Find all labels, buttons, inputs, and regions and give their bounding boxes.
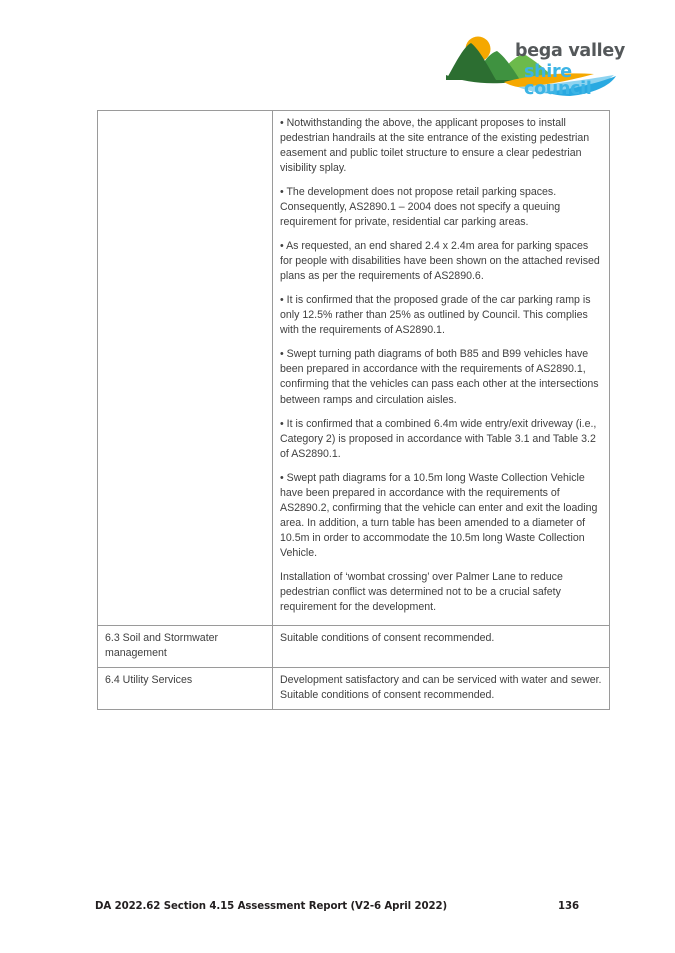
council-logo <box>444 34 630 98</box>
footer-page-number: 136 <box>558 901 579 912</box>
comment-cell <box>273 667 610 709</box>
comment-paragraph: Suitable conditions of consent recommended. <box>280 631 495 644</box>
page-footer <box>95 901 579 912</box>
table-row <box>98 667 610 709</box>
criterion-cell <box>98 667 273 709</box>
logo-wordmark <box>515 43 630 99</box>
comment-paragraph: • It is confirmed that a combined 6.4m wide entry/exit driveway (i.e., Category 2) is proposed in accordance with Table 3.1 and Table 3.2 of AS2890.1. <box>280 417 597 460</box>
criterion-cell <box>98 111 273 626</box>
comment-cell <box>273 625 610 667</box>
logo-line-two: shire council <box>524 61 592 99</box>
comment-paragraph: • It is confirmed that the proposed grade of the car parking ramp is only 12.5% rather than 25% as outlined by Council. This complies with the requirements of AS2890.1. <box>280 294 591 337</box>
comment-paragraph: • Swept path diagrams for a 10.5m long Waste Collection Vehicle have been prepared in accordance with the requirements of AS2890.2, confirming that the vehicle can enter and exit the loading area. In addition, a turn table has been amended to a diameter of 10.5m in order to accommodate the 10.5m long Waste Collection Vehicle. <box>280 471 598 559</box>
assessment-criteria-table <box>97 110 610 710</box>
criterion-label: 6.4 Utility Services <box>105 673 193 686</box>
comment-paragraph: Installation of ‘wombat crossing’ over Palmer Lane to reduce pedestrian conflict was determined not to be a crucial safety requirement for the development. <box>280 570 563 613</box>
comment-paragraph: • Swept turning path diagrams of both B85 and B99 vehicles have been prepared in accordance with the requirements of AS2890.1, confirming that the vehicles can pass each other at the intersections between ramps and circulation aisles. <box>280 348 599 406</box>
table-row <box>98 625 610 667</box>
comment-cell <box>273 111 610 626</box>
comment-paragraph: • Notwithstanding the above, the applicant proposes to install pedestrian handrails at the site entrance of the existing pedestrian easement and public toilet structure to ensure a clear pedestrian visibility splay. <box>280 117 590 175</box>
table-row <box>98 111 610 626</box>
criterion-label: 6.3 Soil and Stormwater management <box>105 631 219 659</box>
logo-line-one: bega valley <box>515 41 626 61</box>
comment-paragraph: Development satisfactory and can be serviced with water and sewer. Suitable conditions of consent recommended. <box>280 673 602 701</box>
criterion-cell <box>98 625 273 667</box>
comment-paragraph: • As requested, an end shared 2.4 x 2.4m area for parking spaces for people with disabilities have been shown on the attached revised plans as per the requirements of AS2890.6. <box>280 240 600 283</box>
footer-document-reference: DA 2022.62 Section 4.15 Assessment Report (V2-6 April 2022) <box>95 901 448 912</box>
comment-paragraph: • The development does not propose retail parking spaces. Consequently, AS2890.1 – 2004 does not specify a queuing requirement for private, residential car parking areas. <box>280 186 561 229</box>
